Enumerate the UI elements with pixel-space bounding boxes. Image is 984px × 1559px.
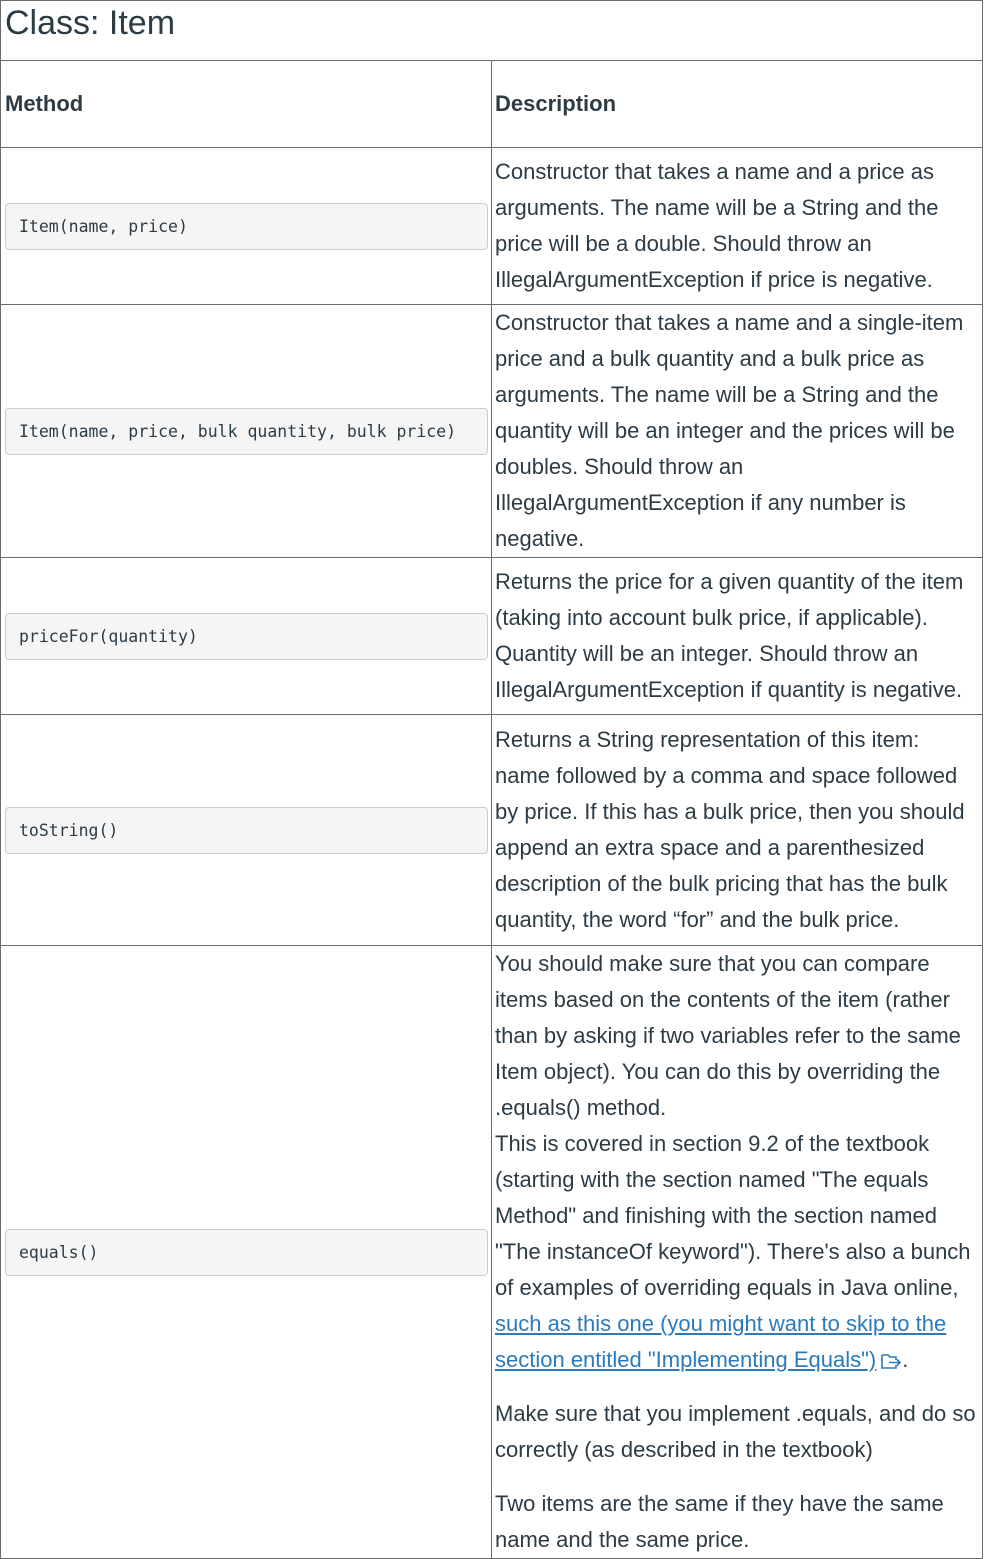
- paragraph-2-suffix: .: [902, 1347, 909, 1372]
- description-cell: [492, 946, 983, 1559]
- description-text: Constructor that takes a name and a single-item price and a bulk quantity and a bulk price as arguments. The name will be a String and the quantity will be an integer and the prices will be doubles. Should throw an IllegalArgumentException if any number is negative.: [495, 310, 964, 551]
- description-cell: [492, 558, 983, 715]
- method-cell: [1, 305, 492, 558]
- page-title: Class: Item: [5, 3, 176, 42]
- description-text: Returns the price for a given quantity of the item (taking into account bulk price, if applicable). Quantity will be an integer. Should throw an IllegalArgumentException if quantity is negative.: [495, 569, 964, 702]
- method-cell: [1, 715, 492, 946]
- description-text: Constructor that takes a name and a price as arguments. The name will be a String and the price will be a double. Should throw an IllegalArgumentException if price is negative.: [495, 159, 939, 292]
- header-description: Description: [492, 61, 983, 148]
- title-cell: [1, 1, 983, 61]
- method-code: Item(name, price): [5, 203, 488, 250]
- description-cell: [492, 305, 983, 558]
- external-link-icon[interactable]: [880, 1345, 902, 1363]
- table-row: [1, 715, 983, 946]
- table-header-row: [1, 61, 983, 148]
- table-row: [1, 148, 983, 305]
- description-paragraph-1: You should make sure that you can compare items based on the contents of the item (rather than by asking if two variables refer to the same Item object). You can do this by overriding the .equals() method.: [495, 951, 961, 1120]
- description-paragraph-3: Make sure that you implement .equals, and do so correctly (as described in the textbook): [495, 1401, 976, 1462]
- table-row: [1, 946, 983, 1559]
- description-cell: [492, 715, 983, 946]
- header-method: Method: [1, 61, 492, 148]
- paragraph-2-prefix: This is covered in section 9.2 of the textbook (starting with the section named "The equals Method" and finishing with the section named "The instanceOf keyword"). There's also a bunch of examples of overriding equals in Java online,: [495, 1131, 971, 1300]
- external-link-icon-svg: [880, 1352, 902, 1370]
- method-code: equals(): [5, 1229, 488, 1276]
- method-cell: [1, 148, 492, 305]
- method-cell: [1, 558, 492, 715]
- description-paragraph-2: [495, 1126, 976, 1378]
- method-cell: [1, 946, 492, 1559]
- table-row: [1, 558, 983, 715]
- description-cell: [492, 148, 983, 305]
- description-paragraph-4: Two items are the same if they have the same name and the same price.: [495, 1491, 944, 1552]
- equals-tutorial-link[interactable]: such as this one (you might want to skip to the section entitled "Implementing Equals"): [495, 1311, 947, 1372]
- method-code: Item(name, price, bulk quantity, bulk price): [5, 408, 488, 455]
- method-code: toString(): [5, 807, 488, 854]
- method-code: priceFor(quantity): [5, 613, 488, 660]
- description-text: Returns a String representation of this item: name followed by a comma and space followed by price. If this has a bulk price, then you should append an extra space and a parenthesized description of the bulk pricing that has the bulk quantity, the word “for” and the bulk price.: [495, 727, 965, 932]
- table-row: [1, 305, 983, 558]
